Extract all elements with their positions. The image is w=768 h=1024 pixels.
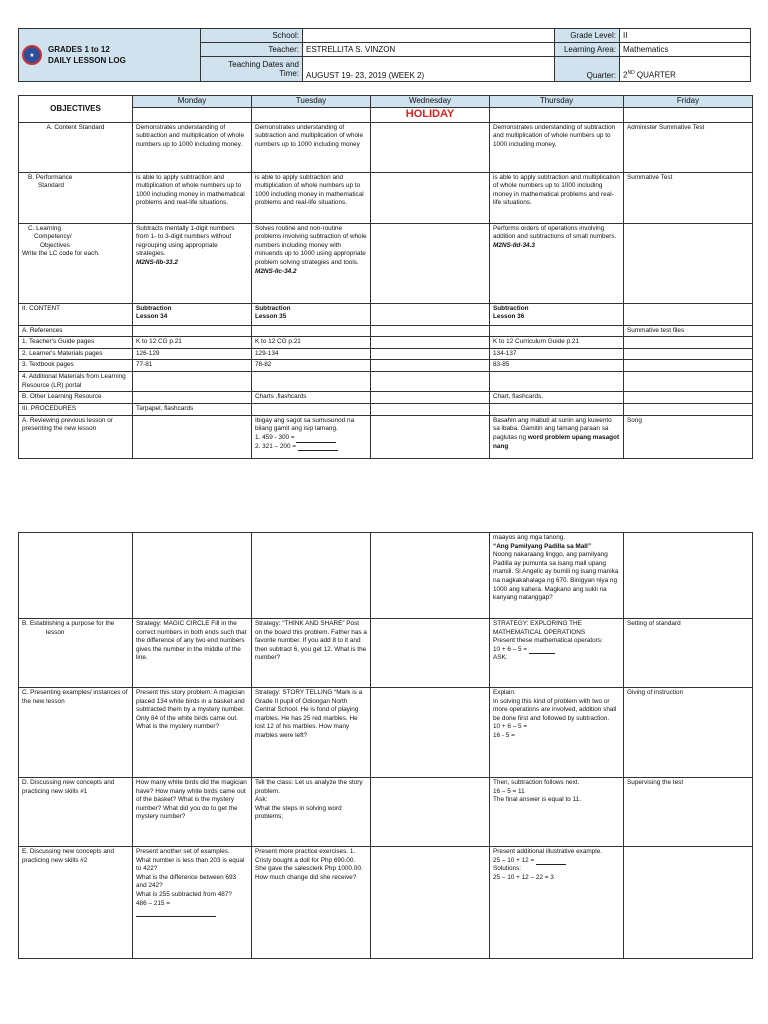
- presenting-mon: Present this story problem: A magician placed 134 white birds in a basket and subtracted them by a mystery number. Only 84 of the white birds came out. What is the mystery number?: [133, 688, 252, 778]
- quarter-label: Quarter:: [555, 57, 620, 82]
- content-mon: [133, 303, 252, 325]
- presenting-thu-4: 16 - 5 =: [493, 731, 515, 739]
- reviewing-thu: [490, 415, 624, 458]
- reviewing-tue: [252, 415, 371, 458]
- discussing2-thu-4: 25 – 10 + 12 – 22 = 3: [493, 873, 554, 881]
- content-thu: [490, 303, 624, 325]
- content-standard-thu: Demonstrates understanding of subtraction and multiplication of whole numbers up to 1000 including money.: [490, 122, 624, 172]
- header-title-line1: GRADES 1 to 12: [48, 45, 110, 54]
- school-label: School:: [201, 29, 303, 43]
- discussing1-thu-2: 16 – 5 = 11: [493, 787, 525, 795]
- story-thu-2: Noong nakaraang linggo, ang pamilyang Padilla ay pumunta sa isang mall upang mamili. Si Angelic ay bumili ng isang manika na nagkakahalaga ng 670. Binigyan niya ng 1000 ang kahera. Magkano ang sukli na kanyang natanggap?: [493, 551, 619, 602]
- dates-label: [201, 57, 303, 82]
- discussing2-thu-2: [493, 857, 620, 866]
- grade-level-value: II: [620, 29, 751, 43]
- discussing1-thu-3: The final answer is equal to 11.: [493, 796, 581, 804]
- reviewing-tue-2: [255, 434, 367, 443]
- establishing-tue: Strategy: “THINK AND SHARE” Post on the board this problem. Father has a favorite number. If you add 8 to it and then subtract 6, you get 12. What is the number?: [252, 619, 371, 688]
- content-mon-1: Subtraction: [136, 304, 172, 312]
- performance-label-2: Standard: [38, 182, 64, 190]
- competency-thu: [490, 223, 624, 303]
- discussing1-mon: How many white birds did the magician have? How many white birds came out of the basket? What is the mystery number? What did you do to get the mystery number?: [133, 778, 252, 847]
- teachers-guide-thu: K to 12 Curriculum Guide p.21: [490, 337, 624, 349]
- lesson-table-page2: [18, 532, 753, 959]
- content-tue-2: Lesson 35: [255, 313, 287, 321]
- competency-label: [19, 223, 133, 303]
- learners-materials-label: 2. Learner's Materials pages: [19, 348, 133, 360]
- other-resource-thu: Chart, flashcards,: [490, 392, 624, 404]
- procedures-mon: Tarpapel, flashcards: [133, 404, 252, 416]
- discussing1-label: D. Discussing new concepts and practicing new skills #1: [19, 778, 133, 847]
- learning-area-label: Learning Area:: [555, 43, 620, 57]
- establishing-thu-3-text: 10 + 6 – 5 =: [493, 645, 529, 653]
- discussing1-thu-1: Then, subtraction follows next.: [493, 779, 580, 786]
- competency-label-4: Write the LC code for each.: [22, 250, 100, 258]
- discussing2-label: E. Discussing new concepts and practicing new skills #2: [19, 847, 133, 959]
- content-tue-1: Subtraction: [255, 304, 291, 312]
- discussing1-thu: [490, 778, 624, 847]
- other-resource-label: B. Other Learning Resource: [19, 392, 133, 404]
- day-wednesday: Wednesday: [371, 96, 490, 108]
- holiday-label: HOLIDAY: [371, 107, 490, 122]
- establishing-label: [19, 619, 133, 688]
- establishing-mon: Strategy: MAGIC CIRCLE Fill in the correct numbers in both ends such that the difference of any two end numbers gives the number in the middle of the line.: [133, 619, 252, 688]
- textbook-label: 3. Textbook pages: [19, 360, 133, 372]
- references-label: A. References: [19, 325, 133, 337]
- textbook-thu: 83-85: [490, 360, 624, 372]
- content-standard-mon: Demonstrates understanding of subtraction and multiplication of whole numbers up to 1000 including money.: [133, 122, 252, 172]
- discussing2-tue: Present more practice exercises. 1. Cristy bought a doll for Php 690.00. She gave the salesclerk Php 1000.00. How much change did she receive?: [252, 847, 371, 959]
- discussing1-tue-1: Tell the class: Let us analyze the story problem.: [255, 779, 363, 795]
- procedures-label: III. PROCEDURES: [19, 404, 133, 416]
- story-thu-1: maayos ang mga tanong.: [493, 534, 566, 541]
- additional-materials-label: 4. Additional Materials from Learning Resource (LR) portal: [19, 371, 133, 391]
- deped-seal-icon: ★: [22, 45, 42, 65]
- discussing2-mon-3: What is the difference between 693 and 242?: [136, 873, 237, 890]
- discussing1-tue-2: Ask:: [255, 796, 268, 804]
- reviewing-label: A. Reviewing previous lesson or presenting the new lesson: [19, 415, 133, 458]
- establishing-thu-4: ASK:: [493, 654, 508, 662]
- discussing2-thu-3: Solutions:: [493, 865, 522, 873]
- competency-mon-code: M2NS-IIb-33.2: [136, 258, 178, 266]
- establishing-thu: [490, 619, 624, 688]
- day-friday: Friday: [624, 96, 753, 108]
- reviewing-fri: Song: [624, 415, 753, 458]
- establishing-thu-3: [493, 646, 620, 655]
- competency-label-1: C. Learning: [28, 224, 62, 232]
- story-thu-title: “Ang Pamilyang Padilla sa Mall”: [493, 542, 592, 550]
- performance-label-1: B. Performance: [28, 173, 73, 181]
- performance-standard-thu: is able to apply subtraction and multiplication of whole numbers up to 1000 including money in mathematical problems and real-life situations.: [490, 172, 624, 223]
- reviewing-tue-3: [255, 443, 367, 452]
- establishing-fri: Setting of standard: [624, 619, 753, 688]
- reviewing-tue-2-text: 1. 459 - 300 =: [255, 433, 297, 441]
- quarter-word: QUARTER: [634, 71, 676, 80]
- content-thu-2: Lesson 36: [493, 313, 525, 321]
- lesson-table-page1: [18, 95, 753, 459]
- reviewing-thu-text: Basahin ang mabuti at suriin ang kuwento sa ibaba. Gamitin ang tamang paraan sa paglutas ng: [493, 416, 612, 441]
- reviewing-tue-3-text: 2. 321 – 200 =: [255, 442, 298, 450]
- presenting-thu: [490, 688, 624, 778]
- answer-blank: [296, 435, 336, 443]
- teachers-guide-label: 1. Teacher's Guide pages: [19, 337, 133, 349]
- teacher-value: ESTRELLITA S. VINZON: [303, 43, 555, 57]
- discussing2-mon-5: 486 – 215 =: [136, 899, 170, 907]
- presenting-thu-3: 10 + 6 – 5 =: [493, 723, 528, 731]
- content-standard-fri: Administer Summative Test: [624, 122, 753, 172]
- quarter-value: [620, 57, 751, 82]
- presenting-tue: Strategy: STORY TELLING “Mark is a Grade II pupil of Odiongan North Central School. He is fond of playing marbles. He has 25 red marbles. He lost 12 of his marbles. How many marbles were left?: [252, 688, 371, 778]
- competency-thu-code: M2NS-IId-34.3: [493, 241, 535, 249]
- content-standard-label: A. Content Standard: [19, 122, 133, 172]
- establishing-thu-2: Present these mathematical operators:: [493, 637, 603, 645]
- competency-label-3: Objectives: [40, 241, 70, 249]
- header-logo-cell: [19, 29, 201, 82]
- competency-tue-code: M2NS-IIc-34.2: [255, 267, 297, 275]
- learners-materials-tue: 129-134: [252, 348, 371, 360]
- discussing2-mon-2: What number is less than 203 is equal to 422?: [136, 856, 245, 873]
- learning-area-value: Mathematics: [620, 43, 751, 57]
- content-thu-1: Subtraction: [493, 304, 529, 312]
- content-standard-tue: Demonstrates understanding of subtraction and multiplication of whole numbers up to 1000 including money: [252, 122, 371, 172]
- learners-materials-mon: 126-129: [133, 348, 252, 360]
- presenting-thu-2: In solving this kind of problem with two or more operations are involved, addition shall be done first and followed by subtraction.: [493, 697, 617, 722]
- discussing2-mon-4: What is 255 subtracted from 487?: [136, 890, 232, 898]
- objectives-header: OBJECTIVES: [19, 96, 133, 123]
- reviewing-thu-bold: word problem upang masagot nang: [493, 433, 620, 450]
- quarter-number: 2: [623, 71, 628, 80]
- teachers-guide-mon: K to 12 CG p.21: [133, 337, 252, 349]
- answer-blank: [529, 646, 555, 654]
- quarter-suffix: ND: [627, 70, 635, 77]
- other-resource-tue: Charts ,flashcards: [252, 392, 371, 404]
- competency-tue: [252, 223, 371, 303]
- answer-blank: [136, 909, 216, 917]
- competency-label-2: Competency/: [34, 233, 72, 241]
- competency-tue-text: Solves routine and non-routine problems involving subtraction of whole numbers including money with minuends up to 1000 using appropriate problem solving strategies and tools.: [255, 224, 367, 266]
- performance-standard-label: [19, 172, 133, 223]
- discussing2-thu: [490, 847, 624, 959]
- teachers-guide-tue: K to 12 CG p.21: [252, 337, 371, 349]
- answer-blank: [298, 443, 338, 451]
- discussing2-thu-2-text: 25 – 10 + 12 =: [493, 856, 536, 864]
- performance-standard-fri: Summative Test: [624, 172, 753, 223]
- performance-standard-tue: is able to apply subtraction and multiplication of whole numbers up to 1000 including money in mathematical problems and real-life situations.: [252, 172, 371, 223]
- discussing1-fri: Supervising the test: [624, 778, 753, 847]
- dates-label-line1: Teaching Dates and: [228, 60, 299, 69]
- discussing1-tue: [252, 778, 371, 847]
- presenting-thu-1: Explain:: [493, 689, 516, 696]
- discussing1-tue-3: What the steps in solving word problems;: [255, 804, 342, 821]
- content-tue: [252, 303, 371, 325]
- discussing2-mon-1: Present another set of examples.: [136, 848, 230, 855]
- story-thu: [490, 533, 624, 619]
- dates-label-line2: Time:: [279, 69, 299, 78]
- answer-blank: [536, 857, 566, 865]
- establishing-thu-1: STRATEGY: EXPLORING THE MATHEMATICAL OPERATIONS: [493, 620, 586, 636]
- day-thursday: Thursday: [490, 96, 624, 108]
- content-label: II. CONTENT: [19, 303, 133, 325]
- teacher-label: Teacher:: [201, 43, 303, 57]
- header-title-line2: DAILY LESSON LOG: [48, 56, 126, 65]
- competency-mon: [133, 223, 252, 303]
- grade-level-label: Grade Level:: [555, 29, 620, 43]
- day-tuesday: Tuesday: [252, 96, 371, 108]
- performance-standard-mon: is able to apply subtraction and multiplication of whole numbers up to 1000 including money in mathematical problems and real-life situations.: [133, 172, 252, 223]
- references-fri: Summative test files: [624, 325, 753, 337]
- discussing2-mon: [133, 847, 252, 959]
- content-mon-2: Lesson 34: [136, 313, 168, 321]
- learners-materials-thu: 134-137: [490, 348, 624, 360]
- textbook-tue: 78-82: [252, 360, 371, 372]
- dates-value: AUGUST 19- 23, 2019 (WEEK 2): [303, 57, 555, 82]
- reviewing-tue-1: Ibigay ang sagot sa sumusunod na bilang gamit ang isip lamang.: [255, 416, 355, 433]
- header-table: [18, 28, 751, 82]
- competency-thu-text: Performs orders of operations involving addition and subtractions of small numbers.: [493, 224, 617, 241]
- establishing-label-2: lesson: [46, 628, 65, 636]
- competency-mon-text: Subtracts mentally 1-digit numbers from 1- to 3-digit numbers without regrouping using appropriate strategies.: [136, 224, 235, 258]
- discussing2-thu-1: Present additional illustrative example.: [493, 848, 603, 855]
- establishing-label-1: B. Establishing a purpose for the: [22, 620, 115, 627]
- presenting-fri: Giving of instruction: [624, 688, 753, 778]
- textbook-mon: 77-81: [133, 360, 252, 372]
- day-monday: Monday: [133, 96, 252, 108]
- school-value: [303, 29, 555, 43]
- presenting-label: C. Presenting examples/ instances of the new lesson: [19, 688, 133, 778]
